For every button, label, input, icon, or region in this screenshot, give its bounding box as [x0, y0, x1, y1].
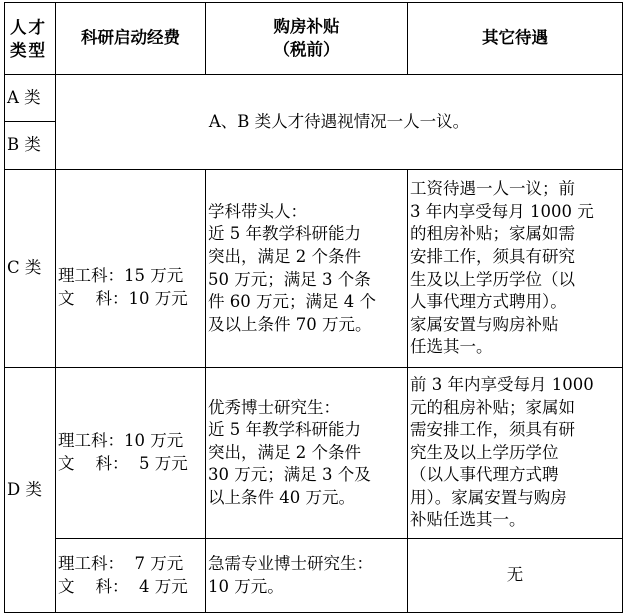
c-other-line: 人事代理方式聘用）。	[410, 292, 567, 312]
c-housing-line: 件 60 万元；满足 4 个	[208, 292, 376, 312]
d2-other-benefits: 无	[408, 539, 623, 613]
c-other-benefits	[408, 170, 623, 368]
header-housing-line1: 购房补贴	[273, 16, 340, 36]
d2-research-funding	[56, 539, 206, 613]
d1-other-line: 用）。家属安置与购房	[410, 487, 567, 507]
d1-other-line: 前 3 年内享受每月 1000	[410, 374, 594, 394]
d2-housing-subsidy	[206, 539, 408, 613]
header-talent-type	[5, 3, 56, 75]
d1-housing-line: 优秀博士研究生：	[208, 397, 340, 417]
row-category-d-1	[5, 368, 623, 539]
d2-housing-line: 10 万元。	[208, 576, 284, 596]
d2-funding-arts: 文 科： 4 万元	[58, 576, 188, 596]
d1-other-line: （以人事代理方式聘	[410, 465, 559, 485]
talent-benefits-table	[4, 2, 623, 613]
row-category-a	[5, 75, 623, 122]
d2-housing-line: 急需专业博士研究生：	[208, 553, 373, 573]
header-talent-type-line1: 人才	[10, 17, 47, 37]
d1-other-line: 究生及以上学历学位	[410, 442, 559, 462]
d1-housing-line: 近 5 年教学科研能力	[208, 420, 361, 440]
header-talent-type-line2: 类型	[10, 40, 47, 60]
c-housing-subsidy	[206, 170, 408, 368]
c-housing-line: 学科带头人：	[208, 201, 307, 221]
category-a-label: A 类	[5, 75, 56, 122]
row-category-c	[5, 170, 623, 368]
d1-other-benefits	[408, 368, 623, 539]
header-housing-subsidy	[206, 3, 408, 75]
d1-funding-arts: 文 科： 5 万元	[58, 454, 188, 473]
header-row	[5, 3, 623, 75]
c-funding-science: 理工科：15 万元	[58, 265, 184, 285]
d2-funding-science: 理工科： 7 万元	[58, 553, 184, 573]
c-housing-line: 近 5 年教学科研能力	[208, 224, 361, 244]
header-research-funding: 科研启动经费	[56, 3, 206, 75]
c-housing-line: 50 万元；满足 3 个条	[208, 269, 371, 289]
c-other-line: 安排工作，须具有研究	[410, 246, 575, 266]
header-housing-line2: （税前）	[273, 39, 340, 59]
row-category-d-2	[5, 539, 623, 613]
c-other-line: 任选其一。	[410, 337, 493, 357]
ab-negotiation-note: A、B 类人才待遇视情况一人一议。	[56, 75, 623, 170]
d1-other-line: 需安排工作，须具有研	[410, 420, 575, 440]
d1-housing-line: 以上条件 40 万元。	[208, 487, 355, 507]
c-research-funding	[56, 170, 206, 368]
d1-research-funding	[56, 368, 206, 539]
c-other-line: 工资待遇一人一议；前	[410, 179, 575, 199]
d1-other-line: 元的租房补贴；家属如	[410, 397, 575, 417]
d1-housing-line: 30 万元；满足 3 个及	[208, 465, 371, 485]
d1-housing-line: 突出，满足 2 个条件	[208, 442, 361, 462]
c-other-line: 家属安置与购房补贴	[410, 314, 559, 334]
c-housing-line: 及以上条件 70 万元。	[208, 314, 372, 334]
c-funding-arts: 文 科：10 万元	[58, 288, 188, 308]
c-housing-line: 突出，满足 2 个条件	[208, 246, 361, 266]
c-other-line: 的租房补贴；家属如需	[410, 224, 575, 244]
c-other-line: 3 年内享受每月 1000 元	[410, 201, 594, 221]
d1-housing-subsidy	[206, 368, 408, 539]
category-d-label: D 类	[5, 368, 56, 613]
category-c-label: C 类	[5, 170, 56, 368]
header-other-benefits: 其它待遇	[408, 3, 623, 75]
d1-funding-science: 理工科：10 万元	[58, 431, 184, 451]
c-other-line: 生及以上学历学位（以	[410, 269, 575, 289]
category-b-label: B 类	[5, 122, 56, 170]
d1-other-line: 补贴任选其一。	[410, 510, 526, 530]
